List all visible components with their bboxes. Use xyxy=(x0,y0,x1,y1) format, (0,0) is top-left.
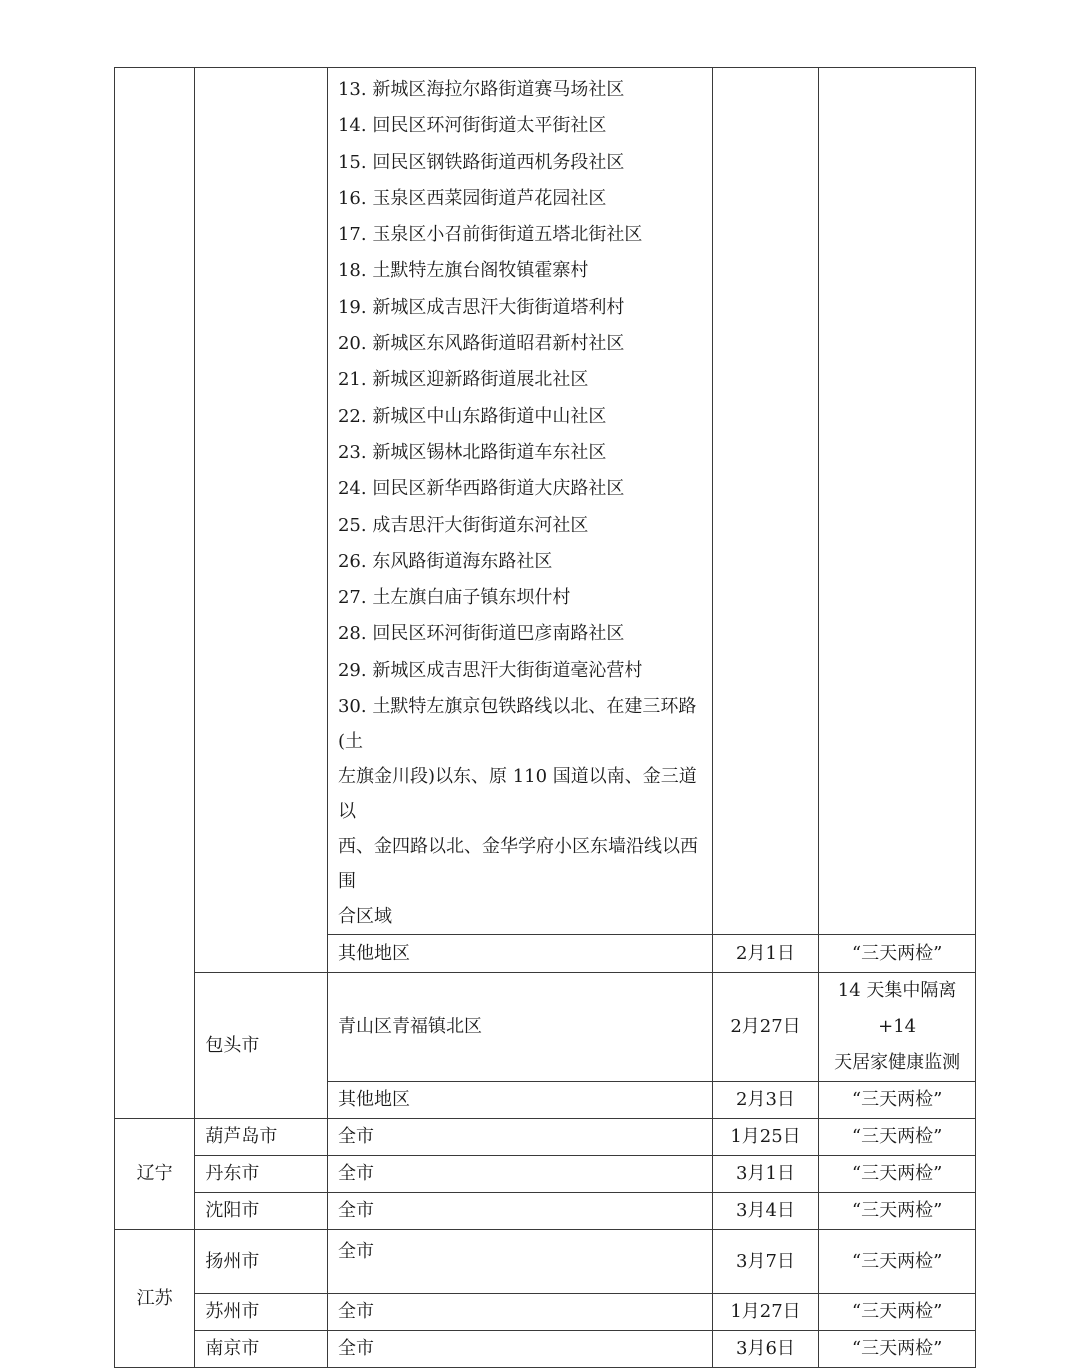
date-cell: 3月4日 xyxy=(712,1193,818,1230)
list-item-30-line: 左旗金川段)以东、原 110 国道以南、金三道以 xyxy=(337,766,697,823)
list-item: 28. 回民区环河街街道巴彦南路社区 xyxy=(337,623,625,645)
date-cell: 3月6日 xyxy=(712,1331,818,1368)
area-cell: 全市 xyxy=(327,1119,712,1156)
table-row xyxy=(115,1156,976,1193)
list-item: 18. 土默特左旗台阁牧镇霍寨村 xyxy=(337,260,589,282)
measure-cell xyxy=(819,68,976,935)
list-item: 23. 新城区锡林北路街道车东社区 xyxy=(337,441,607,463)
area-cell: 全市 xyxy=(327,1193,712,1230)
date-cell: 2月27日 xyxy=(712,973,818,1082)
table-row xyxy=(115,68,976,935)
list-item: 29. 新城区成吉思汗大街街道毫沁营村 xyxy=(337,659,643,681)
area-cell: 全市 xyxy=(327,1331,712,1368)
city-cell: 沈阳市 xyxy=(195,1193,328,1230)
date-cell: 2月1日 xyxy=(712,935,818,973)
date-cell: 1月25日 xyxy=(712,1119,818,1156)
table-row xyxy=(115,973,976,1082)
province-cell: 辽宁 xyxy=(115,1119,195,1230)
city-cell: 丹东市 xyxy=(195,1156,328,1193)
measure-line: 天居家健康监测 xyxy=(834,1052,961,1074)
city-cell: 包头市 xyxy=(195,973,328,1119)
table-row xyxy=(115,1331,976,1368)
list-item: 26. 东风路街道海东路社区 xyxy=(337,550,553,572)
list-item: 16. 玉泉区西菜园街道芦花园社区 xyxy=(337,187,607,209)
measure-cell: “三天两检” xyxy=(819,1082,976,1119)
list-item-30-line: 合区域 xyxy=(337,906,392,928)
measure-cell: “三天两检” xyxy=(819,1193,976,1230)
area-cell: 青山区青福镇北区 xyxy=(327,973,712,1082)
area-cell: 其他地区 xyxy=(327,1082,712,1119)
table-row xyxy=(115,1294,976,1331)
province-cell-inner-mongolia xyxy=(115,68,195,1119)
list-item: 14. 回民区环河街街道太平街社区 xyxy=(337,115,607,137)
risk-area-table xyxy=(114,67,976,1368)
area-list-cell xyxy=(327,68,712,935)
date-cell: 3月7日 xyxy=(712,1230,818,1294)
province-cell: 江苏 xyxy=(115,1230,195,1368)
list-item-30-line: 30. 土默特左旗京包铁路线以北、在建三环路(土 xyxy=(337,696,697,753)
table-row xyxy=(115,1119,976,1156)
list-item: 15. 回民区钢铁路街道西机务段社区 xyxy=(337,151,625,173)
measure-cell: “三天两检” xyxy=(819,1294,976,1331)
city-cell: 苏州市 xyxy=(195,1294,328,1331)
list-item: 22. 新城区中山东路街道中山社区 xyxy=(337,405,607,427)
table-row xyxy=(115,1193,976,1230)
city-cell: 扬州市 xyxy=(195,1230,328,1294)
date-cell: 2月3日 xyxy=(712,1082,818,1119)
measure-cell xyxy=(819,973,976,1082)
measure-cell: “三天两检” xyxy=(819,935,976,973)
list-item: 20. 新城区东风路街道昭君新村社区 xyxy=(337,333,625,355)
date-cell: 3月1日 xyxy=(712,1156,818,1193)
measure-cell: “三天两检” xyxy=(819,1331,976,1368)
table-row xyxy=(115,1230,976,1294)
city-cell: 南京市 xyxy=(195,1331,328,1368)
list-item: 24. 回民区新华西路街道大庆路社区 xyxy=(337,478,625,500)
list-item: 17. 玉泉区小召前街街道五塔北街社区 xyxy=(337,224,643,246)
list-item: 25. 成吉思汗大街街道东河社区 xyxy=(337,514,589,536)
area-cell: 其他地区 xyxy=(327,935,712,973)
list-item: 27. 土左旗白庙子镇东坝什村 xyxy=(337,587,571,609)
measure-cell: “三天两检” xyxy=(819,1230,976,1294)
list-item: 13. 新城区海拉尔路街道赛马场社区 xyxy=(337,79,625,100)
area-cell: 全市 xyxy=(327,1294,712,1331)
city-cell-hohhot xyxy=(195,68,328,973)
city-cell: 葫芦岛市 xyxy=(195,1119,328,1156)
list-item: 21. 新城区迎新路街道展北社区 xyxy=(337,369,589,391)
date-cell: 1月27日 xyxy=(712,1294,818,1331)
list-item: 19. 新城区成吉思汗大街街道塔利村 xyxy=(337,296,625,318)
measure-cell: “三天两检” xyxy=(819,1119,976,1156)
measure-cell: “三天两检” xyxy=(819,1156,976,1193)
list-item-30-line: 西、金四路以北、金华学府小区东墙沿线以西围 xyxy=(337,836,698,893)
area-cell: 全市 xyxy=(327,1230,712,1294)
area-cell: 全市 xyxy=(327,1156,712,1193)
date-cell xyxy=(712,68,818,935)
measure-line: 14 天集中隔离+14 xyxy=(837,980,957,1038)
